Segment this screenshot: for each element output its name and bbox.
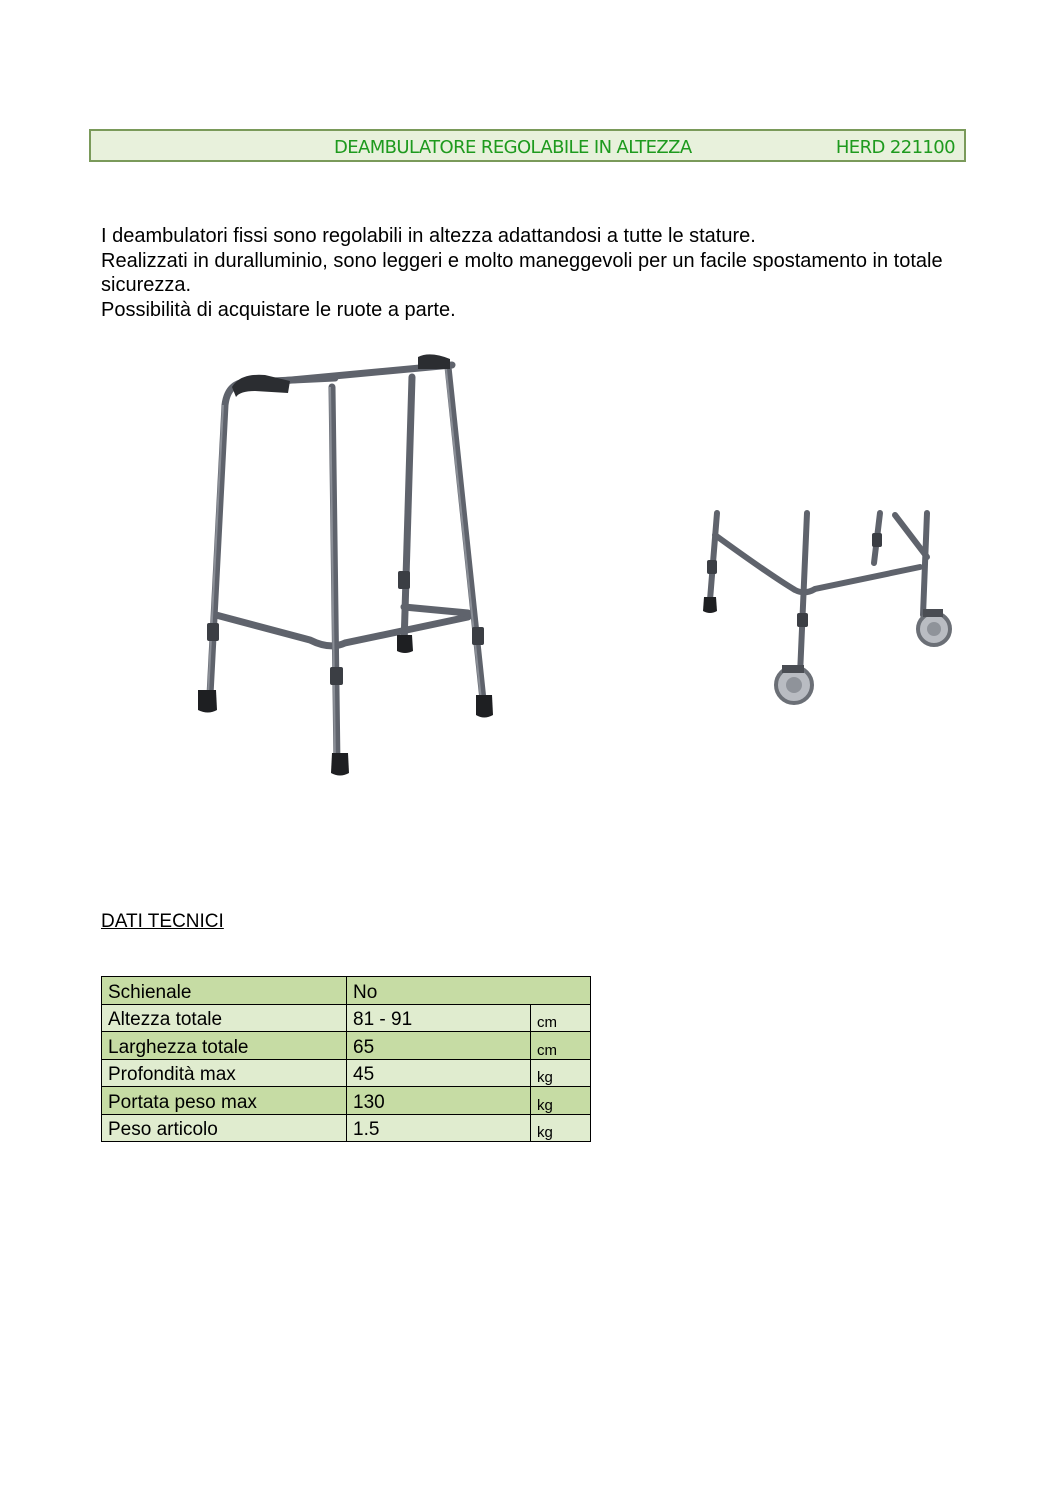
technical-data-heading: DATI TECNICI xyxy=(101,911,224,932)
spec-value: No xyxy=(347,977,531,1005)
spec-label: Schienale xyxy=(102,977,347,1005)
table-row xyxy=(102,977,591,1005)
description-line: Possibilità di acquistare le ruote a parte. xyxy=(101,298,456,321)
specs-table xyxy=(101,976,591,1142)
spec-label: Profondità max xyxy=(102,1059,347,1087)
spec-label: Portata peso max xyxy=(102,1087,347,1115)
spec-unit: kg xyxy=(531,1114,591,1142)
spec-label: Larghezza totale xyxy=(102,1032,347,1060)
spec-unit xyxy=(531,977,591,1005)
walker-image xyxy=(180,345,520,785)
spec-value: 45 xyxy=(347,1059,531,1087)
description-line: I deambulatori fissi sono regolabili in altezza adattandosi a tutte le stature. xyxy=(101,225,756,247)
wheels-accessory-image xyxy=(690,505,965,720)
spec-value: 130 xyxy=(347,1087,531,1115)
spec-value: 65 xyxy=(347,1032,531,1060)
spec-value: 1.5 xyxy=(347,1114,531,1142)
table-row xyxy=(102,1059,591,1087)
spec-unit: cm xyxy=(531,1032,591,1060)
spec-label: Altezza totale xyxy=(102,1004,347,1032)
spec-unit: cm xyxy=(531,1004,591,1032)
spec-unit: kg xyxy=(531,1087,591,1115)
table-row xyxy=(102,1004,591,1032)
description-line: Realizzati in duralluminio, sono leggeri e molto maneggevoli per un facile spostamento in totale sicurezza. xyxy=(101,249,943,296)
product-title: DEAMBULATORE REGOLABILE IN ALTEZZA xyxy=(334,137,692,158)
table-row xyxy=(102,1087,591,1115)
spec-unit: kg xyxy=(531,1059,591,1087)
title-bar xyxy=(89,129,966,162)
table-row xyxy=(102,1032,591,1060)
spec-value: 81 - 91 xyxy=(347,1004,531,1032)
product-code: HERD 221100 xyxy=(835,137,955,158)
table-row xyxy=(102,1114,591,1142)
product-description xyxy=(101,224,961,322)
spec-label: Peso articolo xyxy=(102,1114,347,1142)
